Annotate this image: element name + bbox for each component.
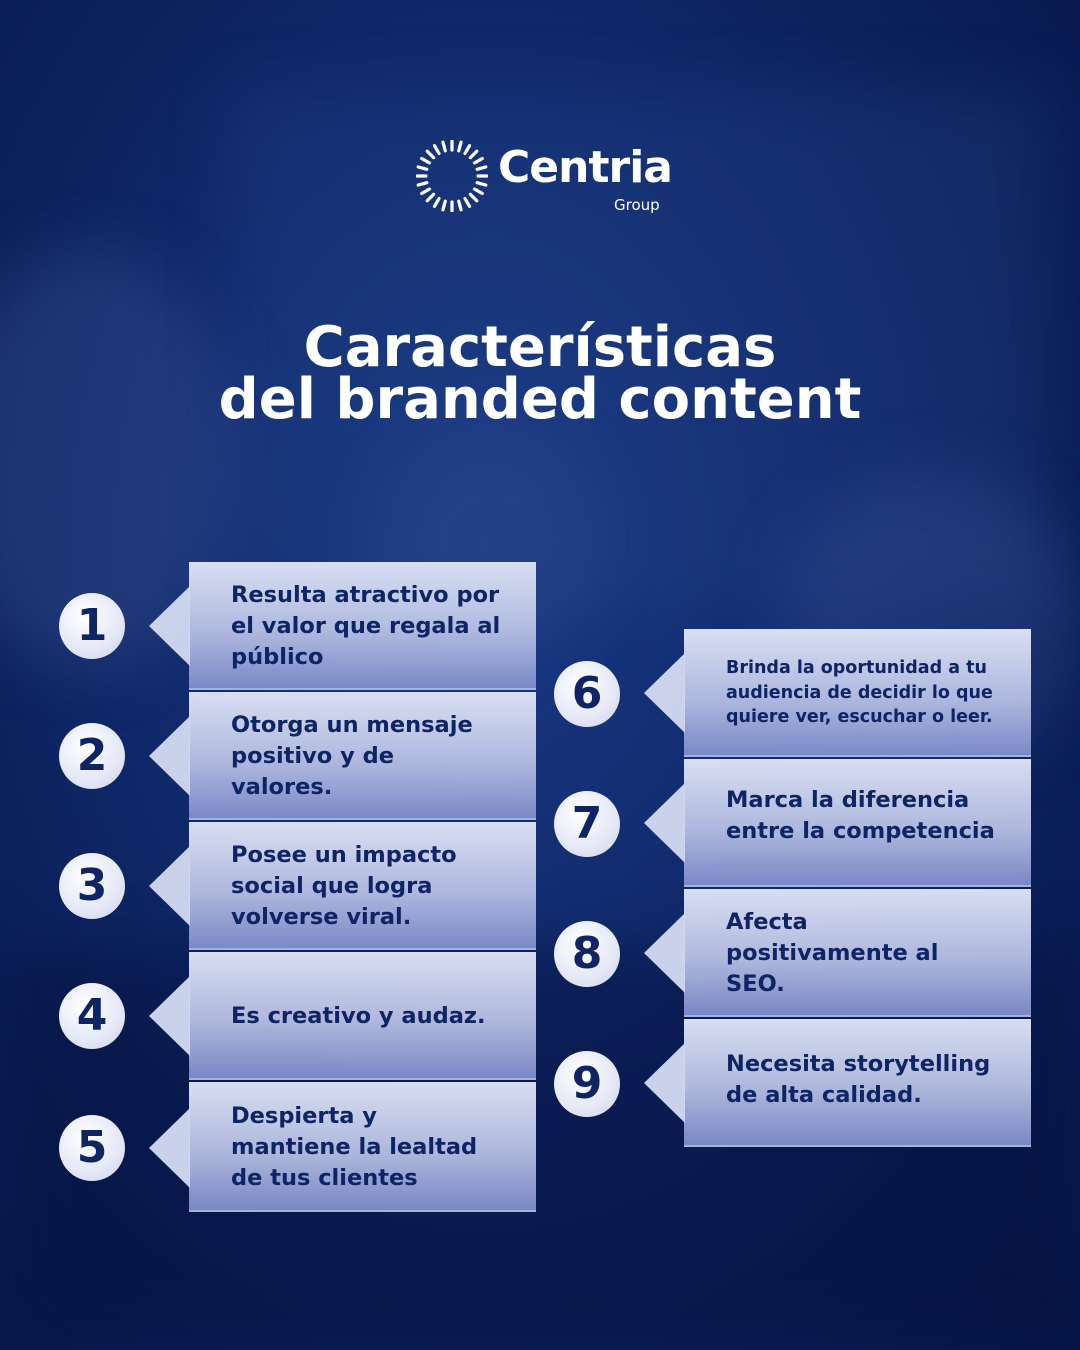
logo-ray	[418, 183, 427, 185]
logo-ray	[427, 194, 433, 200]
item-text: Despierta y mantiene la lealtad de tus clientes	[231, 1102, 478, 1191]
list-item	[189, 822, 536, 950]
logo-ray	[443, 201, 445, 210]
list-item	[189, 562, 536, 690]
item-text: Brinda la oportunidad a tu audiencia de decidir lo que quiere ver, escuchar o leer.	[726, 658, 993, 728]
logo-ray	[477, 167, 486, 169]
number-badge: 2	[59, 723, 125, 789]
list-item	[684, 889, 1031, 1017]
logo-ray	[465, 146, 470, 154]
logo-ray	[475, 159, 483, 164]
number-badge: 1	[59, 593, 125, 659]
item-text: Necesita storytelling de alta calidad.	[726, 1051, 991, 1108]
list-item	[189, 692, 536, 820]
pointer-triangle	[644, 783, 685, 863]
list-item	[189, 1082, 536, 1212]
item-text: Afecta positivamente al SEO.	[726, 908, 939, 997]
pointer-triangle	[149, 976, 190, 1056]
pointer-triangle	[644, 1043, 685, 1123]
pointer-triangle	[644, 913, 685, 993]
logo-ray	[470, 151, 476, 157]
title-line-1: Características	[303, 315, 777, 380]
number-badge: 8	[554, 921, 620, 987]
logo-ray	[422, 159, 430, 164]
item-text: Marca la diferencia entre la competencia	[726, 787, 995, 844]
sunburst-ring-icon	[416, 140, 488, 212]
list-item	[189, 952, 536, 1080]
number-badge: 4	[59, 983, 125, 1049]
page-title	[0, 315, 1080, 432]
logo-ray	[427, 151, 433, 157]
brand-name: Centria	[498, 142, 672, 193]
list-item	[684, 1019, 1031, 1147]
logo-ray	[422, 189, 430, 194]
logo-ray	[443, 142, 445, 151]
logo-ray	[459, 201, 461, 210]
number-badge: 3	[59, 853, 125, 919]
item-text: Posee un impacto social que logra volverse viral.	[231, 841, 457, 930]
list-item	[684, 759, 1031, 887]
pointer-triangle	[149, 716, 190, 796]
list-item	[684, 629, 1031, 757]
logo-ray	[470, 194, 476, 200]
logo-ray	[475, 189, 483, 194]
title-line-2: del branded content	[218, 367, 862, 432]
number-badge: 9	[554, 1051, 620, 1117]
number-badge: 7	[554, 791, 620, 857]
item-text: Resulta atractivo por el valor que regala al público	[231, 581, 501, 670]
pointer-triangle	[149, 586, 190, 666]
logo-ray	[465, 199, 470, 207]
logo-ray	[477, 183, 486, 185]
logo-ray	[459, 142, 461, 151]
logo-ray	[418, 167, 427, 169]
item-text: Otorga un mensaje positivo y de valores.	[231, 711, 473, 800]
centria-logo	[416, 140, 676, 220]
item-text: Es creativo y audaz.	[231, 1002, 486, 1029]
number-badge: 5	[59, 1115, 125, 1181]
logo-ray	[435, 199, 440, 207]
logo-ray	[435, 146, 440, 154]
pointer-triangle	[149, 1108, 190, 1188]
pointer-triangle	[644, 653, 685, 733]
brand-sub: Group	[614, 196, 660, 214]
pointer-triangle	[149, 846, 190, 926]
number-badge: 6	[554, 661, 620, 727]
